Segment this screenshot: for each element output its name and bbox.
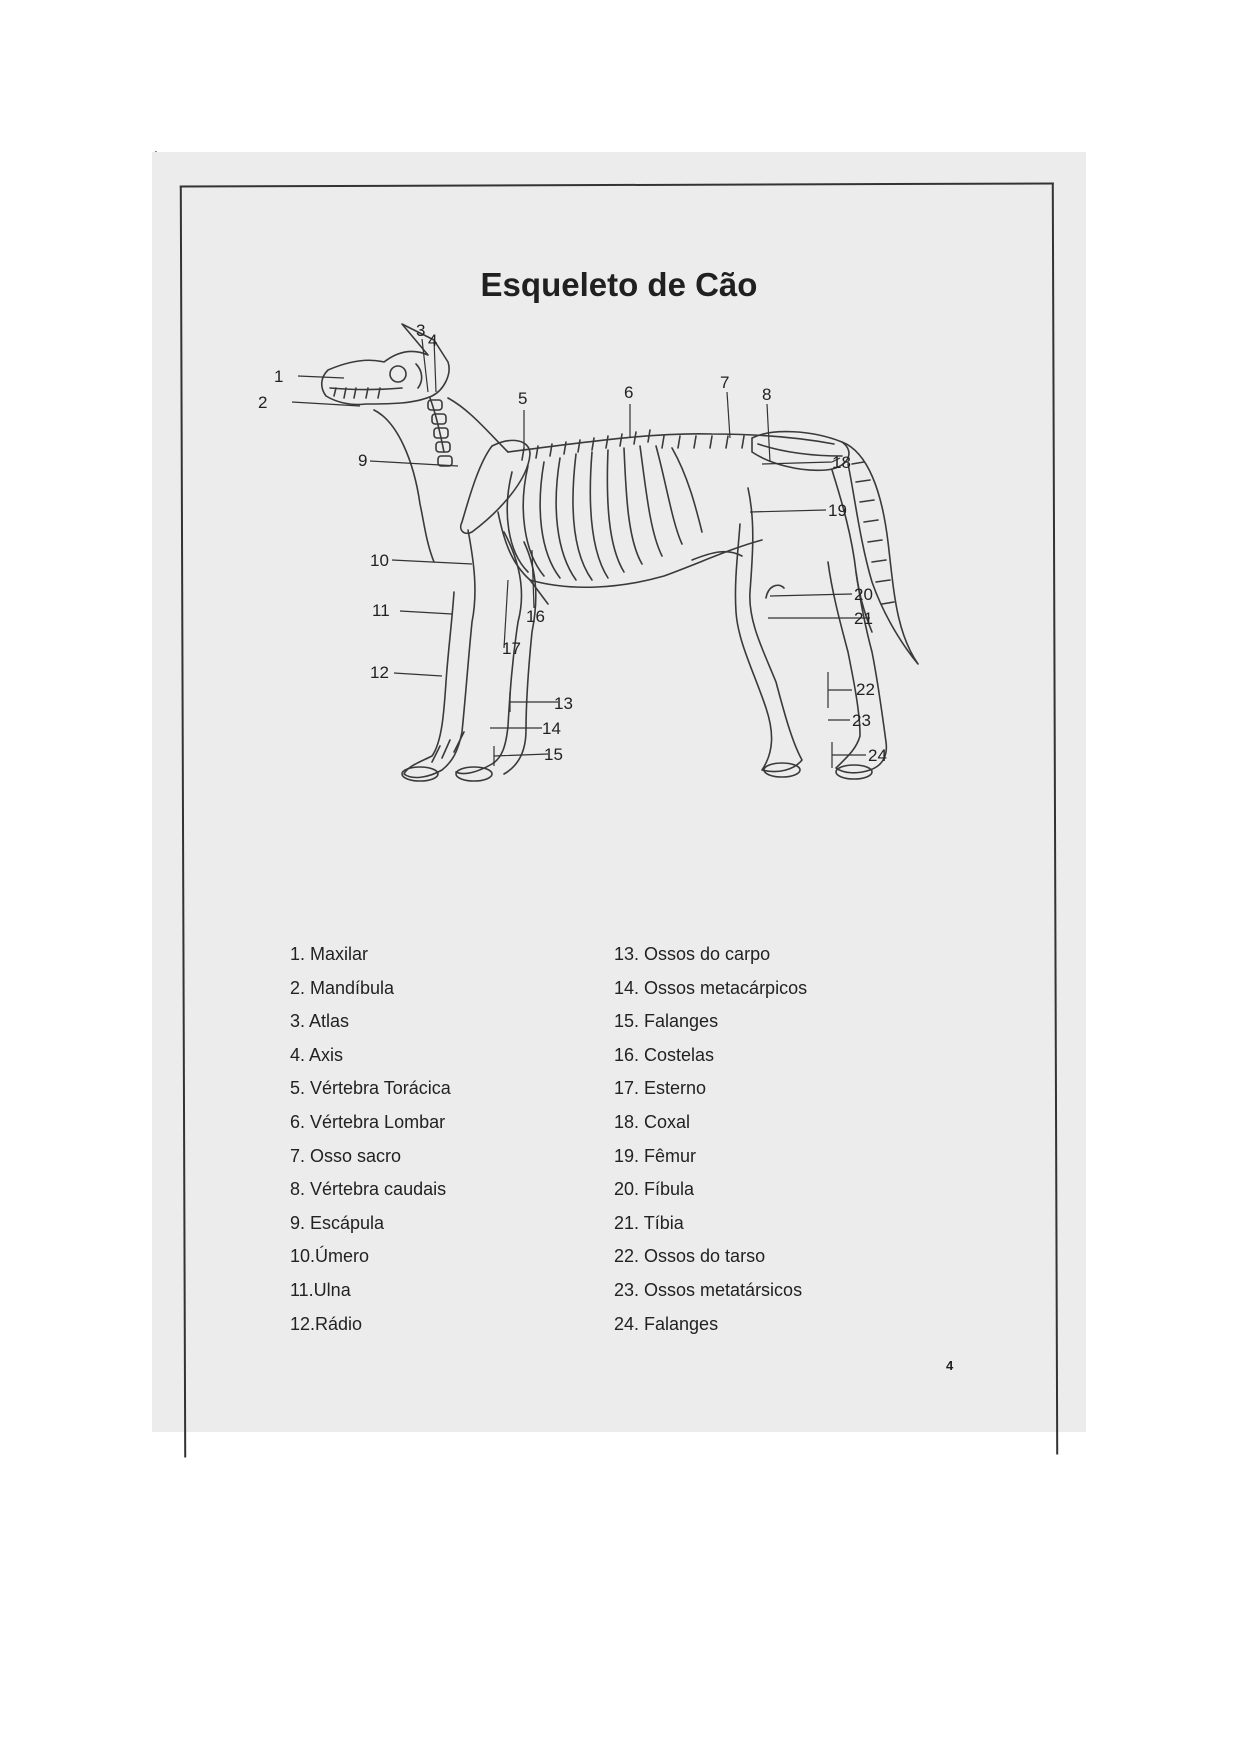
legend-item: 12.Rádio [290, 1313, 363, 1334]
legend-item: 16. Costelas [614, 1044, 715, 1065]
callout-number: 14 [542, 719, 561, 738]
legend-item: 24. Falanges [614, 1313, 719, 1334]
callout-number: 10 [370, 551, 389, 570]
callout-number: 6 [624, 383, 634, 402]
callout-number: 1 [274, 367, 284, 386]
callout-number: 7 [720, 373, 730, 392]
legend-item: 3. Atlas [290, 1011, 350, 1032]
legend-item: 2. Mandíbula [290, 977, 395, 998]
legend-item: 17. Esterno [614, 1078, 707, 1099]
legend-item: 15. Falanges [614, 1011, 719, 1032]
callout-number: 5 [518, 389, 528, 408]
legend-item: 19. Fêmur [614, 1145, 697, 1166]
dog-skeleton-diagram [152, 152, 1086, 912]
legend-item: 8. Vértebra caudais [290, 1179, 447, 1200]
callout-number: 23 [852, 711, 871, 730]
callout-number: 16 [526, 607, 545, 626]
callout-number: 17 [502, 639, 521, 658]
callout-number: 15 [544, 745, 563, 764]
legend-item: 7. Osso sacro [290, 1145, 402, 1166]
legend-item: 9. Escápula [290, 1212, 385, 1233]
legend-right-column [614, 938, 807, 1341]
legend-item: 23. Ossos metatársicos [614, 1279, 803, 1300]
callout-number: 20 [854, 585, 873, 604]
legend-item: 18. Coxal [614, 1111, 691, 1132]
callout-number: 18 [832, 453, 851, 472]
callout-number: 22 [856, 680, 875, 699]
legend-item: 5. Vértebra Torácica [290, 1078, 451, 1099]
legend-left-column [290, 938, 451, 1341]
callout-number: 4 [428, 331, 438, 350]
legend-item: 22. Ossos do tarso [614, 1246, 766, 1267]
callout-number: 9 [358, 451, 368, 470]
callout-number: 19 [828, 501, 847, 520]
scanned-page [152, 152, 1086, 1432]
legend-item: 6. Vértebra Lombar [290, 1111, 446, 1132]
legend-item: 1. Maxilar [290, 944, 369, 964]
dog-skeleton-drawing [322, 324, 918, 781]
callout-number: 21 [854, 609, 873, 628]
page-title: Esqueleto de Cão [480, 266, 758, 303]
callout-numbers [258, 321, 887, 765]
legend-item: 4. Axis [290, 1044, 344, 1065]
legend-item: 14. Ossos metacárpicos [614, 977, 808, 998]
callout-number: 12 [370, 663, 389, 682]
legend-item: 11.Ulna [290, 1279, 351, 1300]
page-number: 4 [946, 1358, 954, 1373]
callout-number: 13 [554, 694, 573, 713]
callout-number: 8 [762, 385, 772, 404]
legend-item: 10.Úmero [290, 1246, 370, 1267]
legend-item: 13. Ossos do carpo [614, 944, 771, 964]
callout-number: 11 [372, 601, 390, 620]
legend-item: 21. Tíbia [614, 1212, 684, 1233]
callout-number: 2 [258, 393, 268, 412]
legend-item: 20. Fíbula [614, 1179, 695, 1200]
callout-number: 3 [416, 321, 426, 340]
callout-number: 24 [868, 746, 887, 765]
